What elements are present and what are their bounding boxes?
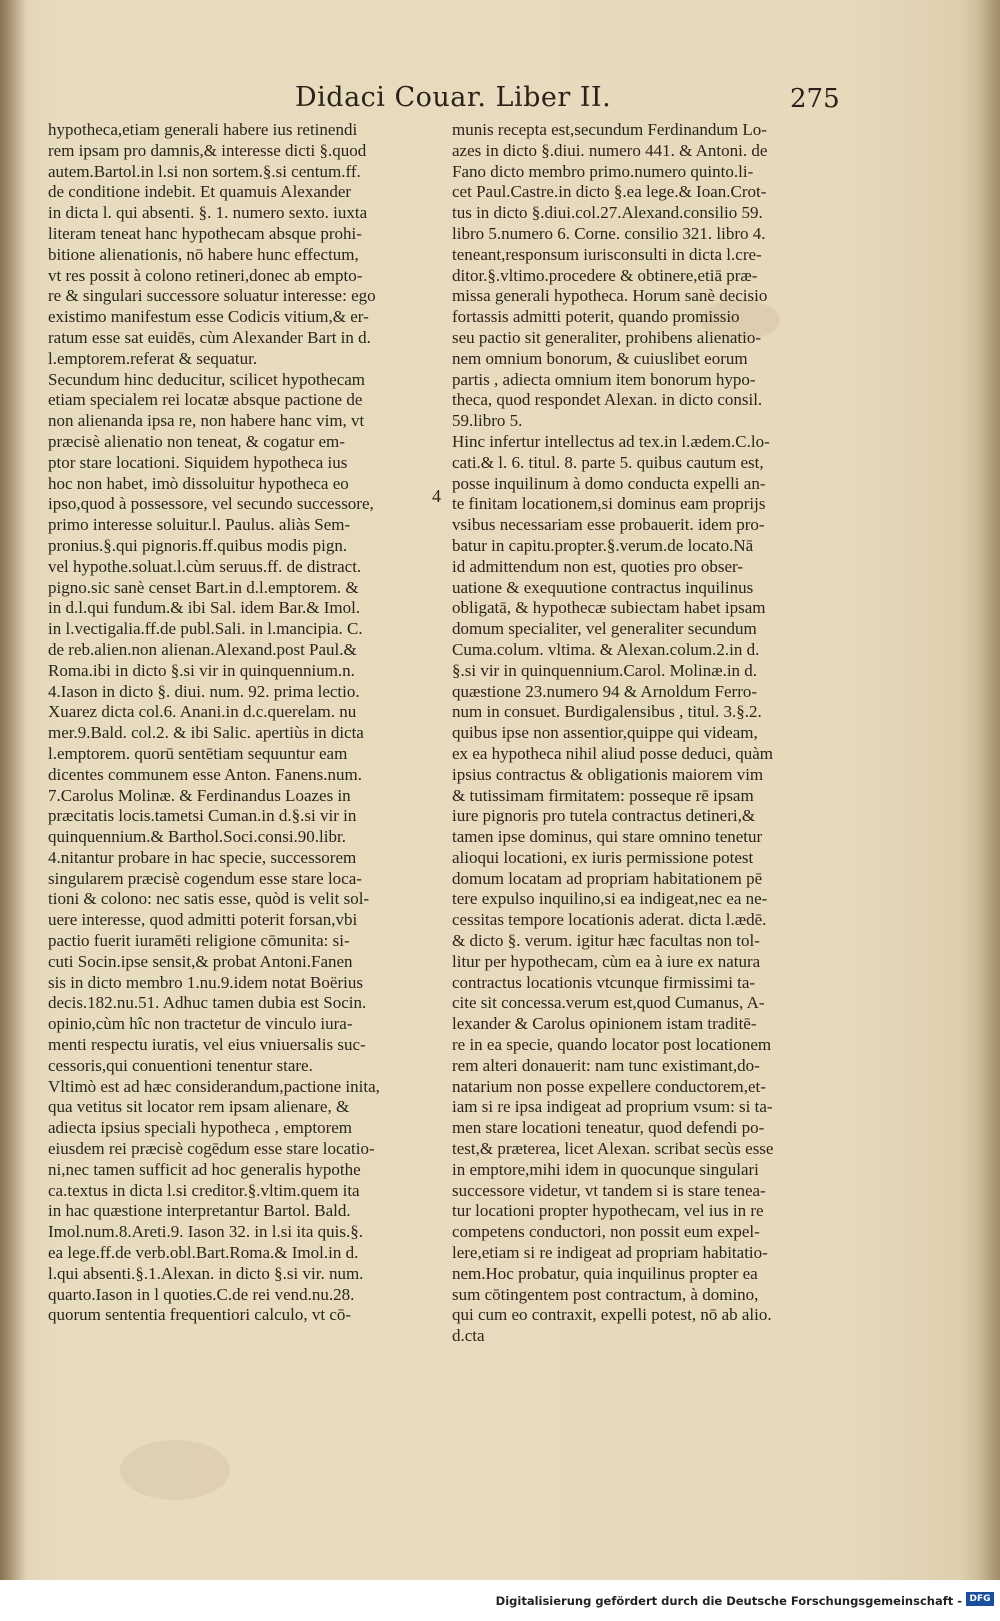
left-column-line: quinquennium.& Barthol.Soci.consi.90.libr. xyxy=(48,827,346,847)
left-column-line: Imol.num.8.Areti.9. Iason 32. in l.si ita quis.§. xyxy=(48,1222,363,1242)
left-column-line: menti respectu iuratis, vel eius vniuersalis suc- xyxy=(48,1035,366,1055)
left-column-line: pronius.§.qui pignoris.ff.quibus modis pign. xyxy=(48,535,348,555)
paper-stain xyxy=(120,1440,230,1500)
right-column-line: iure pignoris pro tutela contractus detineri,& xyxy=(452,806,756,826)
right-column-line: Hinc infertur intellectus ad tex.in l.ædem.C.lo- xyxy=(452,431,770,451)
right-column-line: & dicto §. verum. igitur hæc facultas non tol- xyxy=(452,931,760,951)
right-column-line: tere expulso inquilino,si ea indigeat,nec ea ne- xyxy=(452,889,768,909)
right-column-line: ditor.§.vltimo.procedere & obtinere,etiā præ- xyxy=(452,265,758,285)
right-column-line: cessitas tempore locationis aderat. dicta l.ædē. xyxy=(452,910,767,930)
left-column-line: in l.vectigalia.ff.de publ.Sali. in l.mancipia. C. xyxy=(48,619,363,639)
right-column-line: & tutissimam firmitatem: posseque rē ipsam xyxy=(452,785,754,805)
page-number: 275 xyxy=(790,84,840,114)
left-column-line: ni,nec tamen sufficit ad hoc generalis hypothe xyxy=(48,1159,361,1179)
right-column-line: theca, quod respondet Alexan. in dicto consil. xyxy=(452,390,763,410)
right-column-line: obligatā, & hypothecæ subiectam habet ipsam xyxy=(452,598,766,618)
right-column-line: fortassis admitti poterit, quando promissio xyxy=(452,307,740,327)
left-column-line: ea lege.ff.de verb.obl.Bart.Roma.& Imol.in d. xyxy=(48,1243,359,1263)
left-column-line: sis in dicto membro 1.nu.9.idem notat Boërius xyxy=(48,972,363,992)
left-column-line: bitione alienationis, nō habere hunc effectum, xyxy=(48,244,359,264)
left-column-line: ptor stare locationi. Siquidem hypotheca ius xyxy=(48,452,348,472)
right-column-line: ex ea hypotheca nihil aliud posse deduci, quàm xyxy=(452,743,774,763)
left-column-line: Secundum hinc deducitur, scilicet hypothecam xyxy=(48,369,366,389)
right-text-column xyxy=(452,120,840,1347)
right-column-line: test,& præterea, licet Alexan. scribat secùs esse xyxy=(452,1139,774,1159)
left-column-line: de reb.alien.non alienan.Alexand.post Paul.& xyxy=(48,639,357,659)
left-column-line: 4.Iason in dicto §. diui. num. 92. prima lectio. xyxy=(48,681,360,701)
left-column-line: literam teneat hanc hypothecam absque prohi- xyxy=(48,223,362,243)
left-column-line: opinio,cùm hîc non tractetur de vinculo iura- xyxy=(48,1014,353,1034)
right-column-line: tur locationi propter hypothecam, vel ius in re xyxy=(452,1201,764,1221)
right-column-line: in emptore,mihi idem in quocunque singulari xyxy=(452,1159,759,1179)
right-column-line: quibus ipse non assentior,quippe qui videam, xyxy=(452,723,758,743)
left-column-line: Xuarez dicta col.6. Anani.in d.c.querelam. nu xyxy=(48,702,357,722)
right-column-line: rem alteri donauerit: nam tunc existimant,do- xyxy=(452,1055,760,1075)
left-column-line: de conditione indebit. Et quamuis Alexander xyxy=(48,182,352,202)
left-column-line: mer.9.Bald. col.2. & ibi Salic. apertiùs in dicta xyxy=(48,723,364,743)
left-column-line: præcisè alienatio non teneat, & cogatur em- xyxy=(48,431,345,451)
left-column-line: in d.l.qui fundum.& ibi Sal. idem Bar.& Imol. xyxy=(48,598,361,618)
right-column-line: num in consuet. Burdigalensibus , titul. 3.§.2. xyxy=(452,702,762,722)
right-column-line: tamen ipse dominus, qui stare omnino tenetur xyxy=(452,827,763,847)
left-column-line: in hac quæstione interpretantur Bartol. Bald. xyxy=(48,1201,351,1221)
right-column-line: successore videtur, vt tandem si is stare tenea- xyxy=(452,1180,766,1200)
left-column-line: pactio fuerit iuramēti religione cōmunita: si- xyxy=(48,931,350,951)
right-column-line: quæstione 23.numero 94 & Arnoldum Ferro- xyxy=(452,681,758,701)
left-column-line: l.qui absenti.§.1.Alexan. in dicto §.si vir. num. xyxy=(48,1263,364,1283)
right-column-line: lexander & Carolus opinionem istam traditē- xyxy=(452,1014,757,1034)
right-column-line: lere,etiam si re indigeat ad propriam habitatio- xyxy=(452,1243,768,1263)
right-column-line: alioqui locationi, ex iuris permissione potest xyxy=(452,847,754,867)
right-column-line: cite sit concessa.verum est,quod Cumanus, A- xyxy=(452,993,765,1013)
right-column-line: nem.Hoc probatur, quia inquilinus propter ea xyxy=(452,1263,758,1283)
right-column-line: tus in dicto §.diui.col.27.Alexand.consilio 59. xyxy=(452,203,763,223)
left-column-line: Vltimò est ad hæc considerandum,pactione inita, xyxy=(48,1076,380,1096)
left-column-line: adiecta ipsius speciali hypotheca , emptorem xyxy=(48,1118,353,1138)
right-column-line: qui cum eo contraxit, expelli potest, nō ab alio. xyxy=(452,1305,772,1325)
right-column-line: sum cōtingentem post contractum, à domino, xyxy=(452,1284,759,1304)
right-column-line: contractus locationis vtcunque firmissimi ta- xyxy=(452,972,756,992)
right-column-line: ipsius contractus & obligationis maiorem vim xyxy=(452,764,764,784)
right-column-line: te finitam locationem,si dominus eam proprijs xyxy=(452,494,766,514)
right-column-line: cet Paul.Castre.in dicto §.ea lege.& Ioan.Crot- xyxy=(452,182,767,202)
left-column-line: Roma.ibi in dicto §.si vir in quinquennium.n. xyxy=(48,660,355,680)
left-column-line: etiam specialem rei locatæ absque pactione de xyxy=(48,390,363,410)
right-column-line: munis recepta est,secundum Ferdinandum Lo- xyxy=(452,120,767,139)
left-column-line: quarto.Iason in l quoties.C.de rei vend.nu.28. xyxy=(48,1284,355,1304)
right-column-line: uatione & exequutione contractus inquilinus xyxy=(452,577,754,597)
right-column-line: posse inquilinum à domo conducta expelli an- xyxy=(452,473,766,493)
left-column-line: uere interesse, quod admitti poterit forsan,vbi xyxy=(48,910,358,930)
right-column-line: men stare locationi teneatur, quod defendi po- xyxy=(452,1118,765,1138)
left-column-line: 4.nitantur probare in hac specie, successorem xyxy=(48,847,357,867)
right-column-line: 59.libro 5. xyxy=(452,411,523,431)
right-column-line: missa generali hypotheca. Horum sanè decisio xyxy=(452,286,768,306)
left-column-line: præcitatis locis.tametsi Cuman.in d.§.si vir in xyxy=(48,806,357,826)
right-column-line: re in ea specie, quando locator post locationem xyxy=(452,1035,772,1055)
page-edge xyxy=(978,0,1000,1580)
right-column-line: natarium non posse expellere conductorem,et- xyxy=(452,1076,766,1096)
left-column-line: dicentes communem esse Anton. Fanens.num. xyxy=(48,764,362,784)
left-column-line: ipso,quod à possessore, vel secundo successore, xyxy=(48,494,374,514)
left-column-line: tioni & colono: nec satis esse, quòd is velit sol- xyxy=(48,889,370,909)
right-column-line: azes in dicto §.diui. numero 441. & Antoni. de xyxy=(452,140,768,160)
left-column-line: cuti Socin.ipse sensit,& probat Antoni.Fanen xyxy=(48,951,353,971)
footer-bar xyxy=(0,1580,1000,1621)
left-column-line: ca.textus in dicta l.si creditor.§.vltim.quem ita xyxy=(48,1180,360,1200)
left-column-line: hypotheca,etiam generali habere ius retinendi xyxy=(48,120,358,139)
left-column-line: non alienanda ipsa re, non habere hanc vim, vt xyxy=(48,411,365,431)
right-column-line: Cuma.colum. vltima. & Alexan.colum.2.in d. xyxy=(452,639,760,659)
left-column-line: quorum sententia frequentiori calculo, vt cō- xyxy=(48,1305,352,1325)
right-column-line: vsibus necessariam esse probauerit. idem pro- xyxy=(452,515,765,535)
right-column-line: domum specialiter, vel generaliter secundum xyxy=(452,619,757,639)
right-column-line: libro 5.numero 6. Corne. consilio 321. libro 4. xyxy=(452,223,766,243)
right-column-line: teneant,responsum iurisconsulti in dicta l.cre- xyxy=(452,244,762,264)
left-column-line: re & singulari successore soluatur interesse: ego xyxy=(48,286,376,306)
footer-credit: Digitalisierung gefördert durch die Deutsche Forschungsgemeinschaft - xyxy=(495,1594,962,1608)
left-column-line: primo interesse soluitur.l. Paulus. aliàs Sem- xyxy=(48,515,351,535)
right-column-line: Fano dicto membro primo.numero quinto.li- xyxy=(452,161,754,181)
left-column-line: autem.Bartol.in l.si non sortem.§.si centum.ff. xyxy=(48,161,361,181)
left-column-line: hoc non habet, imò dissoluitur hypotheca eo xyxy=(48,473,349,493)
left-column-line: decis.182.nu.51. Adhuc tamen dubia est Socin. xyxy=(48,993,367,1013)
left-column-line: l.emptorem. quorū sentētiam sequuntur eam xyxy=(48,743,348,763)
right-column-line: cati.& l. 6. titul. 8. parte 5. quibus cautum est, xyxy=(452,452,764,472)
left-column-line: pigno.sic sanè censet Bart.in d.l.emptorem. & xyxy=(48,577,359,597)
left-text-column xyxy=(48,120,444,1326)
left-column-line: l.emptorem.referat & sequatur. xyxy=(48,348,258,368)
left-column-line: eiusdem rei præcisè cogēdum esse stare locatio- xyxy=(48,1139,375,1159)
left-column-line: vt res possit à colono retineri,donec ab empto- xyxy=(48,265,363,285)
left-column-line: vel hypothe.soluat.l.cùm seruus.ff. de distract. xyxy=(48,556,362,576)
margin-note: 4 xyxy=(432,486,441,506)
right-column-line: §.si vir in quinquennium.Carol. Molinæ.in d. xyxy=(452,660,758,680)
left-column-line: cessoris,qui conuentioni tenentur stare. xyxy=(48,1055,313,1075)
right-column-line: iam si re ipsa indigeat ad proprium vsum: si ta- xyxy=(452,1097,773,1117)
left-column-line: singularem præcisè cogendum esse stare loca- xyxy=(48,868,362,888)
right-column-line: domum locatam ad propriam habitationem pē xyxy=(452,868,763,888)
left-column-line: qua vetitus sit locator rem ipsam alienare, & xyxy=(48,1097,350,1117)
left-column-line: existimo manifestum esse Codicis vitium,& er- xyxy=(48,307,369,327)
right-column-line: competens conductori, non possit eum expel- xyxy=(452,1222,760,1242)
left-column-line: ratum esse sat euidēs, cùm Alexander Bart in d. xyxy=(48,327,371,347)
right-column-line: seu pactio sit generaliter, prohibens alienatio- xyxy=(452,327,761,347)
right-column-line: id admittendum non est, quoties pro obser- xyxy=(452,556,743,576)
right-column-line: nem omnium bonorum, & cuiuslibet eorum xyxy=(452,348,748,368)
binding-shadow xyxy=(0,0,26,1580)
right-column-line: partis , adiecta omnium item bonorum hypo- xyxy=(452,369,756,389)
right-column-line: litur per hypothecam, cùm ea à iure ex natura xyxy=(452,951,761,971)
dfg-logo: DFG xyxy=(966,1592,994,1606)
left-column-line: in dicta l. qui absenti. §. 1. numero sexto. iuxta xyxy=(48,203,368,223)
right-column-line: batur in capitu.propter.§.verum.de locato.Nā xyxy=(452,535,754,555)
right-column-line: d.cta xyxy=(452,1326,485,1346)
left-column-line: 7.Carolus Molinæ. & Ferdinandus Loazes in xyxy=(48,785,351,805)
running-header: Didaci Couar. Liber II. xyxy=(295,82,612,113)
left-column-line: rem ipsam pro damnis,& interesse dicti §.quod xyxy=(48,140,367,160)
